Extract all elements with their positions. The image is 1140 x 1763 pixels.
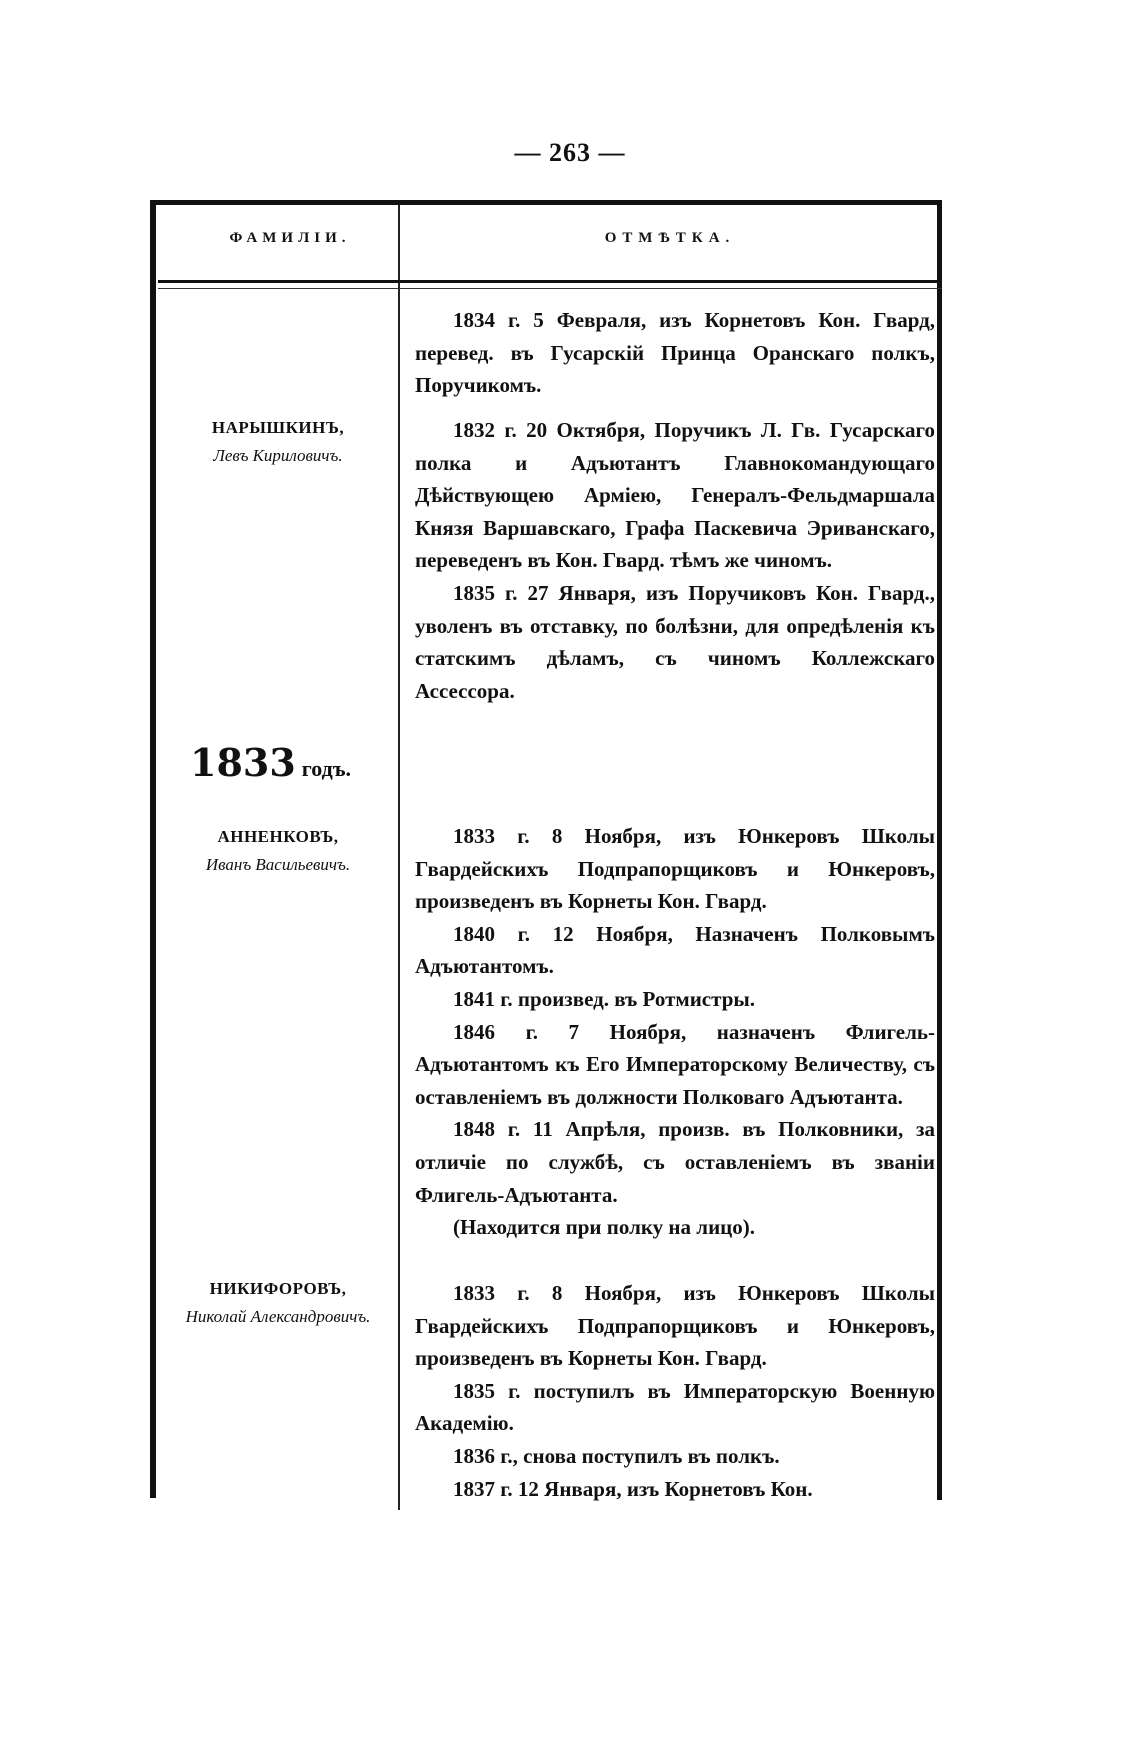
notes-naryshkin: [415, 304, 935, 402]
header-names: ФАМИЛІИ.: [229, 230, 351, 246]
name-entry-nikiforov: [160, 1275, 396, 1331]
notes-naryshkin-2: [415, 414, 935, 707]
surname: НИКИФОРОВЪ,: [209, 1279, 347, 1298]
name-entry-naryshkin: [160, 414, 396, 470]
note-paragraph: 1840 г. 12 Ноября, Назначенъ Полковымъ Адъютантомъ.: [415, 921, 935, 979]
note-paragraph: 1836 г., снова поступилъ въ полкъ.: [453, 1443, 780, 1468]
header-rule: [158, 280, 942, 283]
note-paragraph: 1835 г. поступилъ въ Императорскую Военную Академію.: [415, 1378, 935, 1436]
note-paragraph: (Находится при полку на лицо).: [453, 1215, 756, 1240]
note-paragraph: 1834 г. 5 Февраля, изъ Корнетовъ Кон. Гвард, перевед. въ Гусарскій Принца Оранскаго полкъ, Поручикомъ.: [415, 308, 935, 398]
note-paragraph: 1841 г. произвед. въ Ротмистры.: [453, 986, 756, 1011]
year-heading: [190, 740, 351, 785]
note-paragraph: 1846 г. 7 Ноября, назначенъ Флигель-Адъютантомъ къ Его Императорскому Величеству, съ оставленіемъ въ должности Полковаго Адъютанта.: [415, 1019, 935, 1109]
right-border: [937, 200, 942, 1500]
note-paragraph: 1833 г. 8 Ноября, изъ Юнкеровъ Школы Гвардейскихъ Подпрапорщиковъ и Юнкеровъ, произведенъ въ Корнеты Кон. Гвард.: [415, 1281, 935, 1371]
surname: АННЕНКОВЪ,: [217, 827, 339, 846]
register-table: [150, 200, 942, 1500]
notes-annenkov: [415, 820, 935, 1244]
note-paragraph: 1837 г. 12 Января, изъ Корнетовъ Кон.: [453, 1476, 813, 1501]
year-number: 1833: [190, 740, 296, 785]
surname: НАРЫШКИНЪ,: [211, 418, 345, 437]
top-rule: [150, 200, 942, 205]
note-paragraph: 1832 г. 20 Октября, Поручикъ Л. Гв. Гусарскаго полка и Адъютантъ Главнокомандующаго Дѣйствующею Арміею, Генералъ-Фельдмаршала Князя Варшавскаго, Графа Паскевича Эриванскаго, переведенъ въ Кон. Гвард. тѣмъ же чиномъ.: [415, 418, 935, 573]
note-paragraph: 1848 г. 11 Апрѣля, произв. въ Полковники, за отличіе по службѣ, съ оставленіемъ въ званіи Флигель-Адъютанта.: [415, 1117, 935, 1207]
given-name: Николай Александровичъ.: [185, 1307, 371, 1326]
notes-nikiforov: [415, 1277, 935, 1505]
given-name: Иванъ Васильевичъ.: [205, 855, 351, 874]
year-word: годъ.: [301, 756, 352, 781]
header-notes: ОТМѢТКА.: [604, 230, 736, 246]
given-name: Левъ Кириловичъ.: [213, 446, 343, 465]
header-rule-thin: [158, 288, 942, 289]
note-paragraph: 1833 г. 8 Ноября, изъ Юнкеровъ Школы Гвардейскихъ Подпрапорщиковъ и Юнкеровъ, произведенъ въ Корнеты Кон. Гвард.: [415, 824, 935, 914]
note-paragraph: 1835 г. 27 Января, изъ Поручиковъ Кон. Гвард., уволенъ въ отставку, по болѣзни, для опредѣленія къ статскимъ дѣламъ, съ чиномъ Коллежскаго Ассессора.: [415, 580, 935, 703]
page-number: — 263 —: [514, 138, 626, 167]
left-border: [150, 200, 156, 1498]
column-divider: [398, 205, 400, 1510]
name-entry-annenkov: [160, 823, 396, 879]
